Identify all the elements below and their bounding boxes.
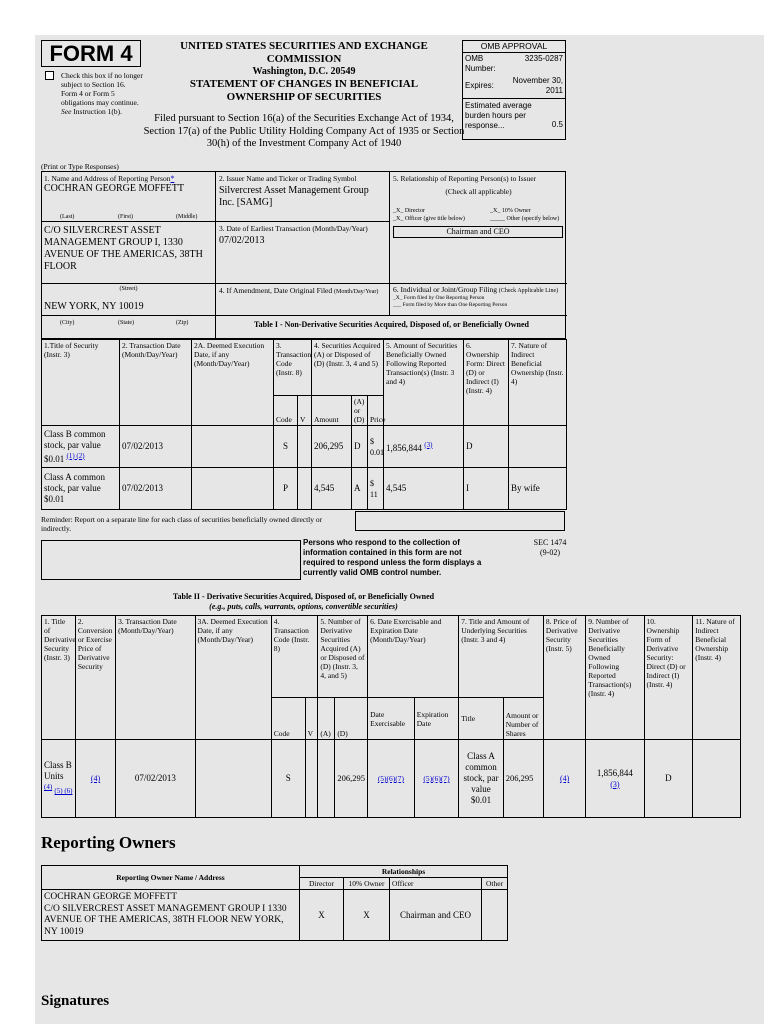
t1-h2a: 2A. Deemed Execution Date, if any (Month/Day/Year) (192, 340, 274, 426)
t2-amount: 206,295 (503, 740, 543, 818)
t1-r1-deemed (192, 468, 274, 510)
t2-h2: 2. Conversion or Exercise Price of Derivative Security (75, 616, 115, 740)
ro-other-val (482, 890, 508, 941)
box4-label-small: (Month/Day/Year) (333, 289, 379, 295)
omb-burden-label: Estimated average burden hours per response... (465, 101, 532, 130)
officer-title-box: Chairman and CEO (393, 226, 563, 238)
t1-h2: 2. Transaction Date (Month/Day/Year) (120, 340, 192, 426)
box5-label: 5. Relationship of Reporting Person(s) to Issuer (393, 174, 537, 183)
t1-r0-deemed (192, 426, 274, 468)
t1-h-price: Price (368, 396, 384, 426)
t2-owned: 1,856,844 (596, 767, 633, 778)
t2-h-v: V (305, 698, 318, 740)
t1-r0-owned-fn[interactable]: (3) (424, 440, 433, 449)
agency-city: Washington, D.C. 20549 (252, 66, 356, 77)
t1-r1-date: 07/02/2013 (120, 468, 192, 510)
table2 (41, 615, 741, 818)
reminder-box (355, 511, 565, 531)
t1-r0-price: $ 0.01 (368, 426, 384, 468)
t2-owned-fn[interactable]: (3) (610, 779, 620, 789)
box6-label: 6. Individual or Joint/Group Filing (393, 285, 497, 294)
t1-r1-v (298, 468, 312, 510)
t2-price[interactable]: (4) (559, 774, 570, 783)
officer-option: _X_ Officer (give title below) (393, 216, 465, 222)
t1-r1-code: P (274, 468, 298, 510)
t1-h6: 6. Ownership Form: Direct (D) or Indirect (I) (Instr. 4) (464, 340, 509, 426)
t1-h-amount: Amount (312, 396, 352, 426)
ro-officer-val: Chairman and CEO (390, 890, 482, 941)
persons-blank-box (41, 540, 301, 580)
persons-notice: Persons who respond to the collection of information contained in this form are not required to respond unless the form displays a currently valid OMB control number. (303, 538, 482, 577)
t2-h-exp: Expiration Date (414, 698, 458, 740)
checkbox-see: See (61, 107, 72, 116)
reminder-text: Reminder: Report on a separate line for each class of securities beneficially owned directly or indirectly. (41, 515, 323, 533)
box2-label: 2. Issuer Name and Ticker or Trading Symbol (219, 174, 357, 183)
street-label: (Street) (119, 286, 138, 292)
t2-conv[interactable]: (4) (90, 774, 101, 783)
t2-security: Class B Units (44, 760, 72, 781)
ro-officer: Officer (390, 878, 482, 890)
table-row (42, 740, 741, 818)
t2-d: 206,295 (335, 740, 368, 818)
table1-title: Table I - Non-Derivative Securities Acquired, Disposed of, or Beneficially Owned (254, 320, 529, 329)
reporting-info-grid (41, 171, 566, 339)
t2-code: S (271, 740, 305, 818)
ro-director-val: X (300, 890, 344, 941)
ten-pct-option: _X_ 10% Owner (490, 208, 531, 214)
t2-date-ex[interactable]: (5)(6)(7) (377, 774, 405, 783)
omb-approval-box (462, 40, 566, 140)
t1-r0-ad: D (352, 426, 368, 468)
t1-r0-owned: 1,856,844 (386, 442, 423, 453)
ro-owner-name: COCHRAN GEORGE MOFFETT (44, 892, 178, 902)
reporting-person-address: C/O SILVERCREST ASSET MANAGEMENT GROUP I, 1330 AVENUE OF THE AMERICAS, 38TH FLOOR (44, 225, 203, 272)
t2-h-a: (A) (318, 698, 335, 740)
box3-label: 3. Date of Earliest Transaction (Month/Day/Year) (219, 224, 368, 233)
omb-number-label: OMB Number: (465, 54, 496, 73)
city-label: (City) (60, 320, 75, 326)
ro-ten-pct-val: X (344, 890, 390, 941)
box5-relationship (390, 172, 567, 284)
t2-h3: 3. Transaction Date (Month/Day/Year) (116, 616, 195, 740)
t1-h-v: V (298, 396, 312, 426)
t2-h-code: Code (271, 698, 305, 740)
ro-owner-addr: C/O SILVERCREST ASSET MANAGEMENT GROUP I 1330 AVENUE OF THE AMERICAS, 38TH FLOOR NEW YORK, NY 10019 (44, 903, 287, 937)
t2-security-fn1[interactable]: (4) (44, 783, 53, 791)
t2-h5: 5. Number of Derivative Securities Acquired (A) or Disposed of (D) (Instr. 3, 4, and 5) (318, 616, 368, 698)
t2-h9: 9. Number of Derivative Securities Beneficially Owned Following Reported Transaction(s) (Instr. 4) (586, 616, 644, 740)
box4-amendment (216, 284, 390, 316)
t2-h-date-ex: Date Exercisable (368, 698, 415, 740)
t2-h4: 4. Transaction Code (Instr. 8) (271, 616, 318, 698)
t1-h3: 3. Transaction Code (Instr. 8) (274, 340, 312, 396)
box1-address (42, 222, 216, 284)
box6-filing (390, 284, 567, 316)
box2-issuer (216, 172, 390, 222)
t2-security-fn2[interactable]: (5) (6) (54, 787, 73, 795)
zip-label: (Zip) (176, 320, 189, 326)
box4-label: 4. If Amendment, Date Original Filed (219, 286, 333, 295)
table-row (42, 468, 567, 510)
t1-r0-security-fn[interactable]: (1) (2) (66, 451, 85, 460)
t2-h3a: 3A. Deemed Execution Date, if any (Month/Day/Year) (195, 616, 271, 740)
omb-title: OMB APPROVAL (463, 41, 565, 53)
t1-h-ad: (A) or (D) (352, 396, 368, 426)
box5-check-all: (Check all applicable) (445, 187, 512, 196)
form-title-box (41, 40, 141, 67)
form-title: FORM 4 (49, 41, 133, 66)
middle-label: (Middle) (176, 214, 198, 220)
t2-h8: 8. Price of Derivative Security (Instr. 5) (543, 616, 585, 740)
t2-form: D (644, 740, 693, 818)
t1-r0-v (298, 426, 312, 468)
reporting-person-name: COCHRAN GEORGE MOFFETT (44, 183, 185, 194)
t1-r0-date: 07/02/2013 (120, 426, 192, 468)
omb-burden-value: 0.5 (551, 120, 563, 129)
t1-r1-form: I (464, 468, 509, 510)
t2-a (318, 740, 335, 818)
t2-title: Class A common stock, par value $0.01 (459, 740, 503, 818)
t1-r1-price: $ 11 (368, 468, 384, 510)
checkbox-text: Check this box if no longer subject to Section 16. Form 4 or Form 5 obligations may continue. (61, 71, 143, 107)
director-option: _X_ Director (393, 208, 425, 214)
t2-h-amount: Amount or Number of Shares (503, 698, 543, 740)
form-page (35, 35, 764, 1024)
t2-deemed (195, 740, 271, 818)
omb-expires-label: Expires: (465, 81, 494, 90)
t1-h1: 1.Title of Security (Instr. 3) (42, 340, 120, 426)
t2-h-title: Title (459, 698, 503, 740)
ro-director: Director (300, 878, 344, 890)
last-label: (Last) (60, 214, 75, 220)
table2-subtitle: (e.g., puts, calls, warrants, options, convertible securities) (209, 602, 398, 611)
state-label: (State) (118, 320, 134, 326)
sec-code: SEC 1474 (9-02) (533, 538, 567, 557)
box6-opt2: ___ Form filed by More than One Reporting Person (393, 302, 508, 308)
reporting-person-city: NEW YORK, NY 10019 (44, 301, 144, 312)
print-type: (Print or Type Responses) (41, 162, 119, 171)
t1-h4: 4. Securities Acquired (A) or Disposed of (D) (Instr. 3, 4 and 5) (312, 340, 384, 396)
t2-h1: 1. Title of Derivative Security (Instr. 3) (42, 616, 76, 740)
box6-label-small: (Check Applicable Line) (498, 288, 559, 294)
omb-number-value: 3235-0287 (524, 54, 563, 63)
t2-v (305, 740, 318, 818)
earliest-transaction-date: 07/02/2013 (219, 235, 265, 246)
box1-name (42, 172, 216, 222)
other-option: _____ Other (specify below) (490, 216, 560, 222)
no-longer-subject-checkbox[interactable] (45, 71, 54, 80)
ro-relationships: Relationships (300, 866, 508, 878)
box1-footnote-link[interactable]: * (170, 174, 175, 183)
t1-r0-code: S (274, 426, 298, 468)
t2-h-d: (D) (335, 698, 368, 740)
table2-title: Table II - Derivative Securities Acquired, Disposed of, or Beneficially Owned (172, 592, 435, 601)
signatures-heading: Signatures (41, 993, 110, 1009)
t1-r0-form: D (464, 426, 509, 468)
filed-pursuant: Filed pursuant to Section 16(a) of the Securities Exchange Act of 1934, Section 17(a) of the Public Utility Holding Company Act of 1935 or Section 30(h) of the Investment Company Act of 1940 (143, 113, 465, 149)
t2-h6: 6. Date Exercisable and Expiration Date (Month/Day/Year) (368, 616, 459, 698)
t1-h-code: Code (274, 396, 298, 426)
reporting-owners-heading: Reporting Owners (41, 833, 176, 852)
t1-r0-amount: 206,295 (312, 426, 352, 468)
first-label: (First) (118, 214, 133, 220)
ro-other: Other (482, 878, 508, 890)
ro-ten-pct: 10% Owner (344, 878, 390, 890)
ro-col-name: Reporting Owner Name / Address (42, 866, 300, 890)
box1-label: 1. Name and Address of Reporting Person (44, 174, 171, 183)
issuer-name: Silvercrest Asset Management Group Inc. [SAMG] (219, 185, 369, 208)
t2-exp[interactable]: (5)(6)(7) (423, 774, 450, 783)
statement-title: STATEMENT OF CHANGES IN BENEFICIAL OWNERSHIP OF SECURITIES (189, 78, 419, 103)
t1-h5: 5. Amount of Securities Beneficially Owned Following Reported Transaction(s) (Instr. 3 and 4) (384, 340, 464, 426)
box6-opt1: _X_ Form filed by One Reporting Person (393, 295, 485, 301)
t1-r0-security: Class B common stock, par value $0.01 (44, 428, 106, 464)
t2-h7: 7. Title and Amount of Underlying Securities (Instr. 3 and 4) (459, 616, 544, 698)
reporting-owners-table (41, 865, 508, 941)
agency-name: UNITED STATES SECURITIES AND EXCHANGE COMMISSION (180, 40, 428, 65)
t2-date: 07/02/2013 (116, 740, 195, 818)
t1-r1-security: Class A common stock, par value $0.01 (44, 472, 106, 504)
t1-r1-nature: By wife (509, 468, 567, 510)
table1 (41, 339, 567, 510)
t1-h7: 7. Nature of Indirect Beneficial Ownership (Instr. 4) (509, 340, 567, 426)
table-row (42, 890, 508, 941)
checkbox-instr: Instruction 1(b). (73, 107, 123, 116)
t1-r0-nature (509, 426, 567, 468)
omb-expires-value: November 30, 2011 (512, 76, 563, 95)
t2-h11: 11. Nature of Indirect Beneficial Ownership (Instr. 4) (693, 616, 741, 740)
table-row (42, 426, 567, 468)
t1-r1-amount: 4,545 (312, 468, 352, 510)
t2-nature (693, 740, 741, 818)
t1-r1-owned: 4,545 (384, 468, 464, 510)
box3-date (216, 222, 390, 284)
box1-city (42, 284, 216, 316)
t1-r1-ad: A (352, 468, 368, 510)
t2-h10: 10. Ownership Form of Derivative Security: Direct (D) or Indirect (I) (Instr. 4) (644, 616, 693, 740)
